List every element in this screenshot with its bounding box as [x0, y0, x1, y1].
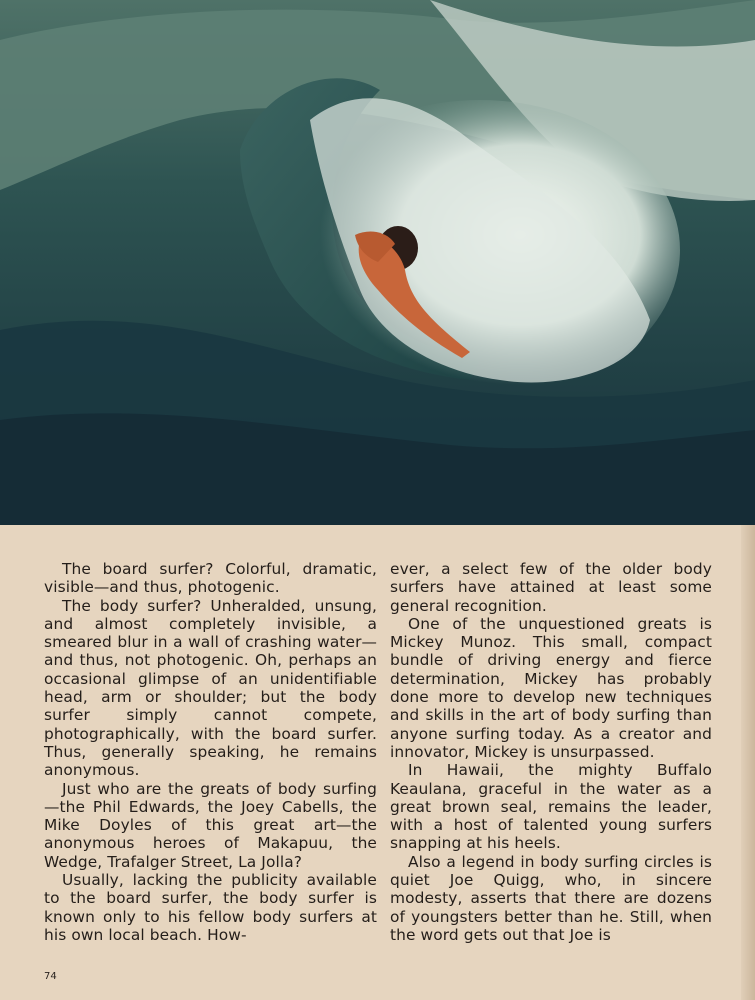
article-paragraph-continued: ever, a select few of the older body surfers have attained at least some general recognition.: [390, 560, 712, 615]
article-paragraph: The body surfer? Unheralded, unsung, and almost completely invisible, a smeared blur in a wall of crashing water—and thus, not photogenic. Oh, perhaps an occasional glimpse of an unidentifiable head, arm or shoulder; but the body surfer simply cannot compete, photographically, with the board surfer. Thus, generally speaking, he remains anonymous.: [44, 596, 377, 780]
article-right-column: [390, 560, 712, 944]
article-paragraph: In Hawaii, the mighty Buffalo Keaulana, graceful in the water as a great brown seal, remains the leader, with a host of talented young surfers snapping at his heels.: [390, 761, 712, 853]
article-paragraph: The board surfer? Colorful, dramatic, visible—and thus, photogenic.: [44, 560, 377, 597]
article-left-column: [44, 560, 377, 944]
page-number: 74: [44, 971, 57, 982]
article-body: [44, 560, 714, 980]
article-paragraph: Also a legend in body surfing circles is quiet Joe Quigg, who, in sincere modesty, asserts that there are dozens of youngsters better than he. Still, when the word gets out that Joe is: [390, 852, 712, 944]
article-paragraph: One of the unquestioned greats is Mickey Munoz. This small, compact bundle of driving energy and fierce determination, Mickey has probably done more to develop new techniques and skills in the art of body surfing than anyone surfing today. As a creator and innovator, Mickey is unsurpassed.: [390, 614, 712, 761]
article-paragraph: Just who are the greats of body surfing—the Phil Edwards, the Joey Cabells, the Mike Doyles of this great art—the anonymous heroes of Makapuu, the Wedge, Trafalger Street, La Jolla?: [44, 779, 377, 871]
page-edge-shadow: [741, 525, 755, 1000]
article-paragraph: Usually, lacking the publicity available to the board surfer, the body surfer is known only to his fellow body surfers at his own local beach. How-: [44, 871, 377, 944]
